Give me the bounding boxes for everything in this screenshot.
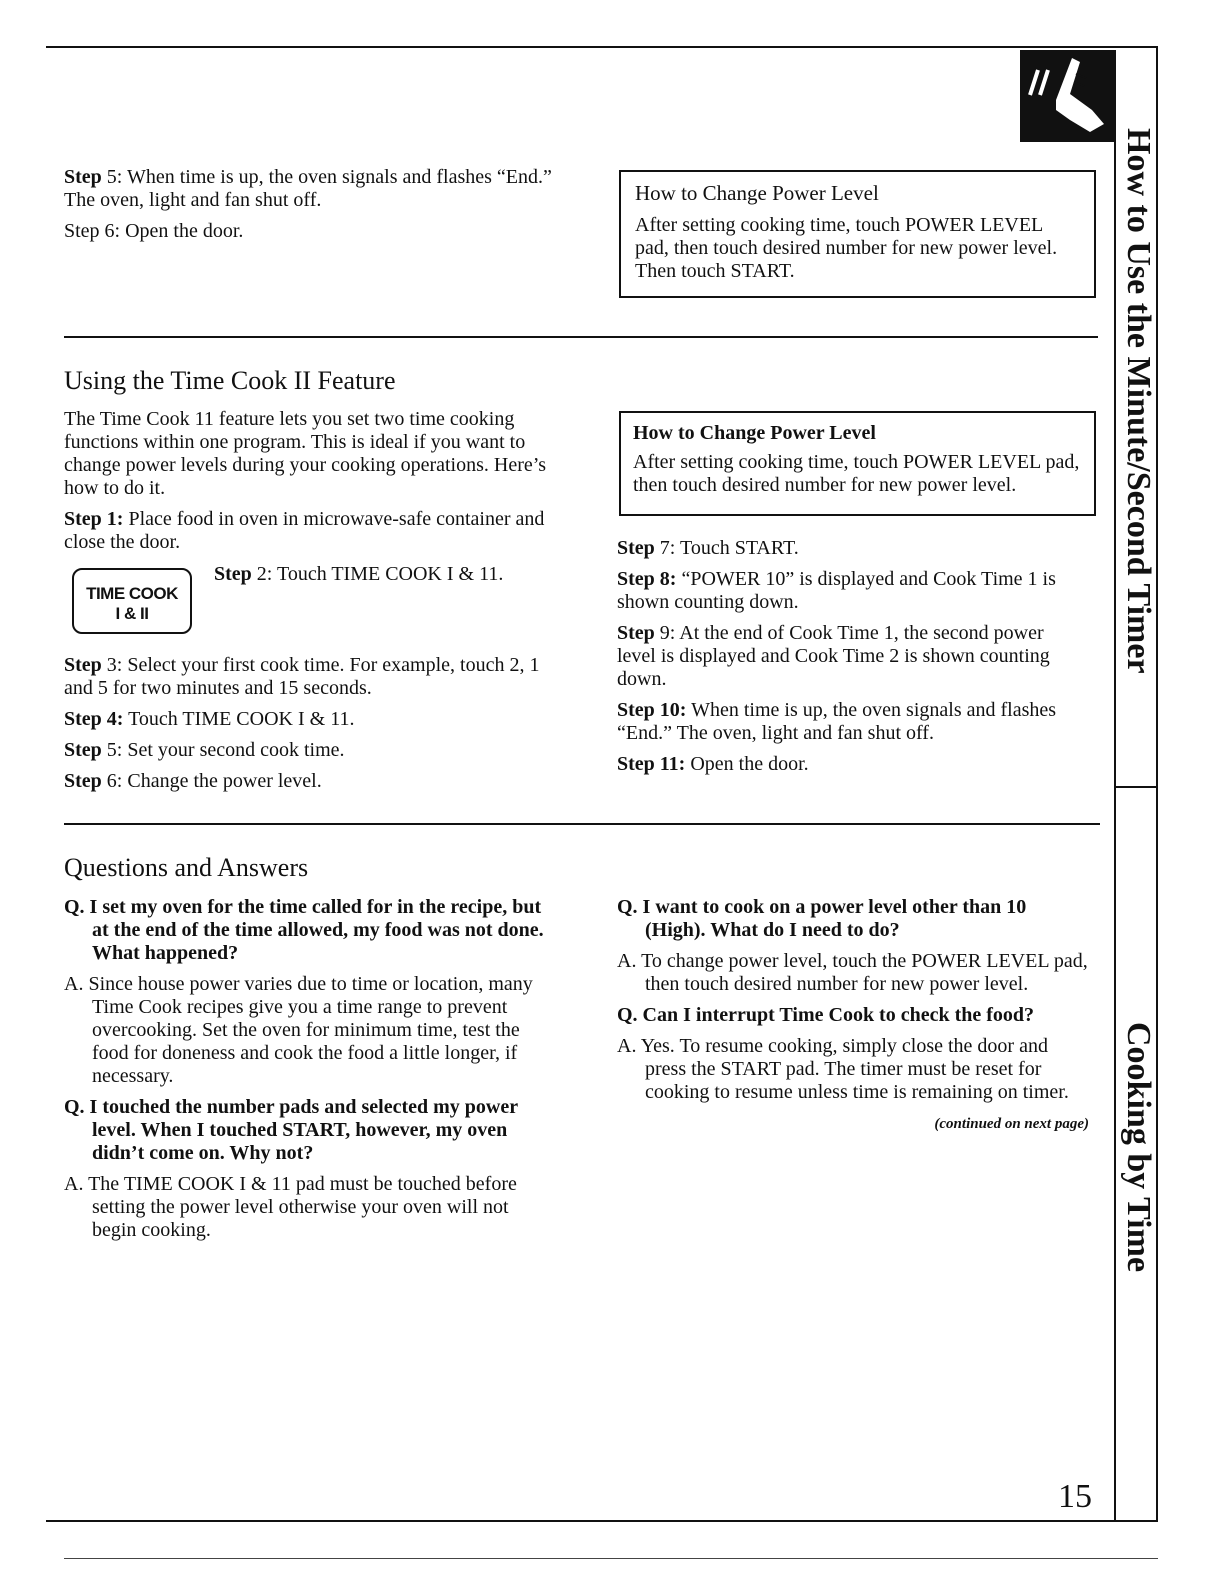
step-text: 3: Select your first cook time. For example, touch 2, 1 and 5 for two minutes and 15 seconds.	[64, 654, 540, 699]
step-label: Step 4:	[64, 708, 124, 730]
step-label: Step 10:	[617, 699, 687, 721]
step7	[617, 537, 1087, 560]
section-rule-1	[64, 336, 1098, 338]
question-4: Q. Can I interrupt Time Cook to check the food?	[617, 1004, 1035, 1026]
question-1: Q. I set my oven for the time called for in the recipe, but at the end of the time allowed, my food was not done. What happened?	[64, 896, 544, 964]
time-cook-intro-block	[64, 408, 554, 562]
question-2: Q. I touched the number pads and selected my power level. When I touched START, however, my oven didn’t come on. Why not?	[64, 1096, 518, 1164]
bottom-rule	[46, 1520, 1158, 1522]
step-label: Step	[64, 654, 102, 676]
time-cook-heading: Using the Time Cook II Feature	[64, 366, 396, 395]
time-cook-step4	[64, 708, 554, 731]
time-cook-step5	[64, 739, 554, 762]
step-text: 5: Set your second cook time.	[101, 739, 345, 761]
step-label: Step	[617, 622, 655, 644]
step-label: Step 11:	[617, 753, 686, 775]
qa-right-column	[617, 896, 1089, 1133]
step-text: “POWER 10” is displayed and Cook Time 1 is shown counting down.	[617, 568, 1056, 613]
step6-open-door: Step 6: Open the door.	[64, 220, 244, 242]
answer-1: A. Since house power varies due to time or location, many Time Cook recipes give you a time range to prevent overcooking. Set the oven for minimum time, test the food for doneness and cook the food a little longer, if necessary.	[64, 973, 533, 1087]
answer-3: A. To change power level, touch the POWER LEVEL pad, then touch desired number for new power level.	[617, 950, 1088, 995]
step8	[617, 568, 1087, 614]
time-cook-intro: The Time Cook 11 feature lets you set two time cooking functions within one program. This is ideal if you want to change power levels during your cooking operations. Here’s how to do it.	[64, 408, 547, 499]
time-cook-steps-lower	[64, 654, 554, 801]
step-label: Step	[64, 739, 102, 761]
side-tab-minute-second-timer: How to Use the Minute/Second Timer	[1120, 128, 1157, 674]
qa-heading: Questions and Answers	[64, 853, 309, 882]
step-label: Step	[64, 166, 102, 188]
continued-note: (continued on next page)	[934, 1116, 1089, 1132]
time-cook-step3	[64, 654, 554, 700]
step-text: 7: Touch START.	[654, 537, 799, 559]
bottom-rule-2	[64, 1558, 1158, 1559]
step-label: Step 8:	[617, 568, 677, 590]
step-label: Step 1:	[64, 508, 124, 530]
step11	[617, 753, 1087, 776]
step-label: Step	[64, 770, 102, 792]
answer-2: A. The TIME COOK I & 11 pad must be touched before setting the power level otherwise your oven will not begin cooking.	[64, 1173, 517, 1241]
step-text: Place food in oven in microwave-safe container and close the door.	[64, 508, 545, 553]
step5-end-paragraph	[64, 166, 554, 212]
tab-divider	[1114, 786, 1156, 788]
side-tab-cooking-by-time: Cooking by Time	[1120, 1022, 1157, 1273]
step-text: 6: Change the power level.	[101, 770, 322, 792]
time-cook-step2	[214, 563, 554, 586]
top-rule	[46, 46, 1156, 48]
step-text: When time is up, the oven signals and flashes “End.” The oven, light and fan shut off.	[617, 699, 1057, 744]
time-cook-step1	[64, 508, 554, 554]
qa-left-column	[64, 896, 544, 1250]
step-text: 5: When time is up, the oven signals and flashes “End.” The oven, light and fan shut off.	[64, 166, 552, 211]
time-cook-pad-button	[72, 568, 192, 634]
step-text: Touch TIME COOK I & 11.	[123, 708, 355, 730]
box1-title: How to Change Power Level	[635, 181, 879, 205]
time-cook-step6	[64, 770, 554, 793]
top-left-steps	[64, 166, 554, 251]
pad-label-line1: TIME COOK	[86, 584, 178, 603]
box2-text: After setting cooking time, touch POWER LEVEL pad, then touch desired number for new power level.	[633, 451, 1080, 496]
step-text: 2: Touch TIME COOK I & 11.	[251, 563, 504, 585]
power-level-box-1	[619, 170, 1096, 298]
step-label: Step	[617, 537, 655, 559]
step-text: 9: At the end of Cook Time 1, the second power level is displayed and Cook Time 2 is shown counting down.	[617, 622, 1050, 690]
answer-4: A. Yes. To resume cooking, simply close the door and press the START pad. The timer must be reset for cooking to resume unless time is remaining on timer.	[617, 1035, 1069, 1103]
pad-label-line2: I & II	[115, 604, 149, 623]
section-rule-2	[64, 823, 1100, 825]
right-steps	[617, 537, 1087, 784]
tab-rule	[1114, 140, 1116, 1520]
step-label: Step	[214, 563, 252, 585]
step9	[617, 622, 1087, 691]
box1-text: After setting cooking time, touch POWER LEVEL pad, then touch desired number for new power level. Then touch START.	[635, 214, 1058, 282]
power-level-box-2	[619, 411, 1096, 516]
box2-title: How to Change Power Level	[633, 422, 876, 444]
page-number: 15	[1058, 1478, 1092, 1515]
step-text: Open the door.	[685, 753, 809, 775]
question-3: Q. I want to cook on a power level other than 10 (High). What do I need to do?	[617, 896, 1027, 941]
step10	[617, 699, 1087, 745]
hand-touch-icon	[1020, 50, 1116, 142]
